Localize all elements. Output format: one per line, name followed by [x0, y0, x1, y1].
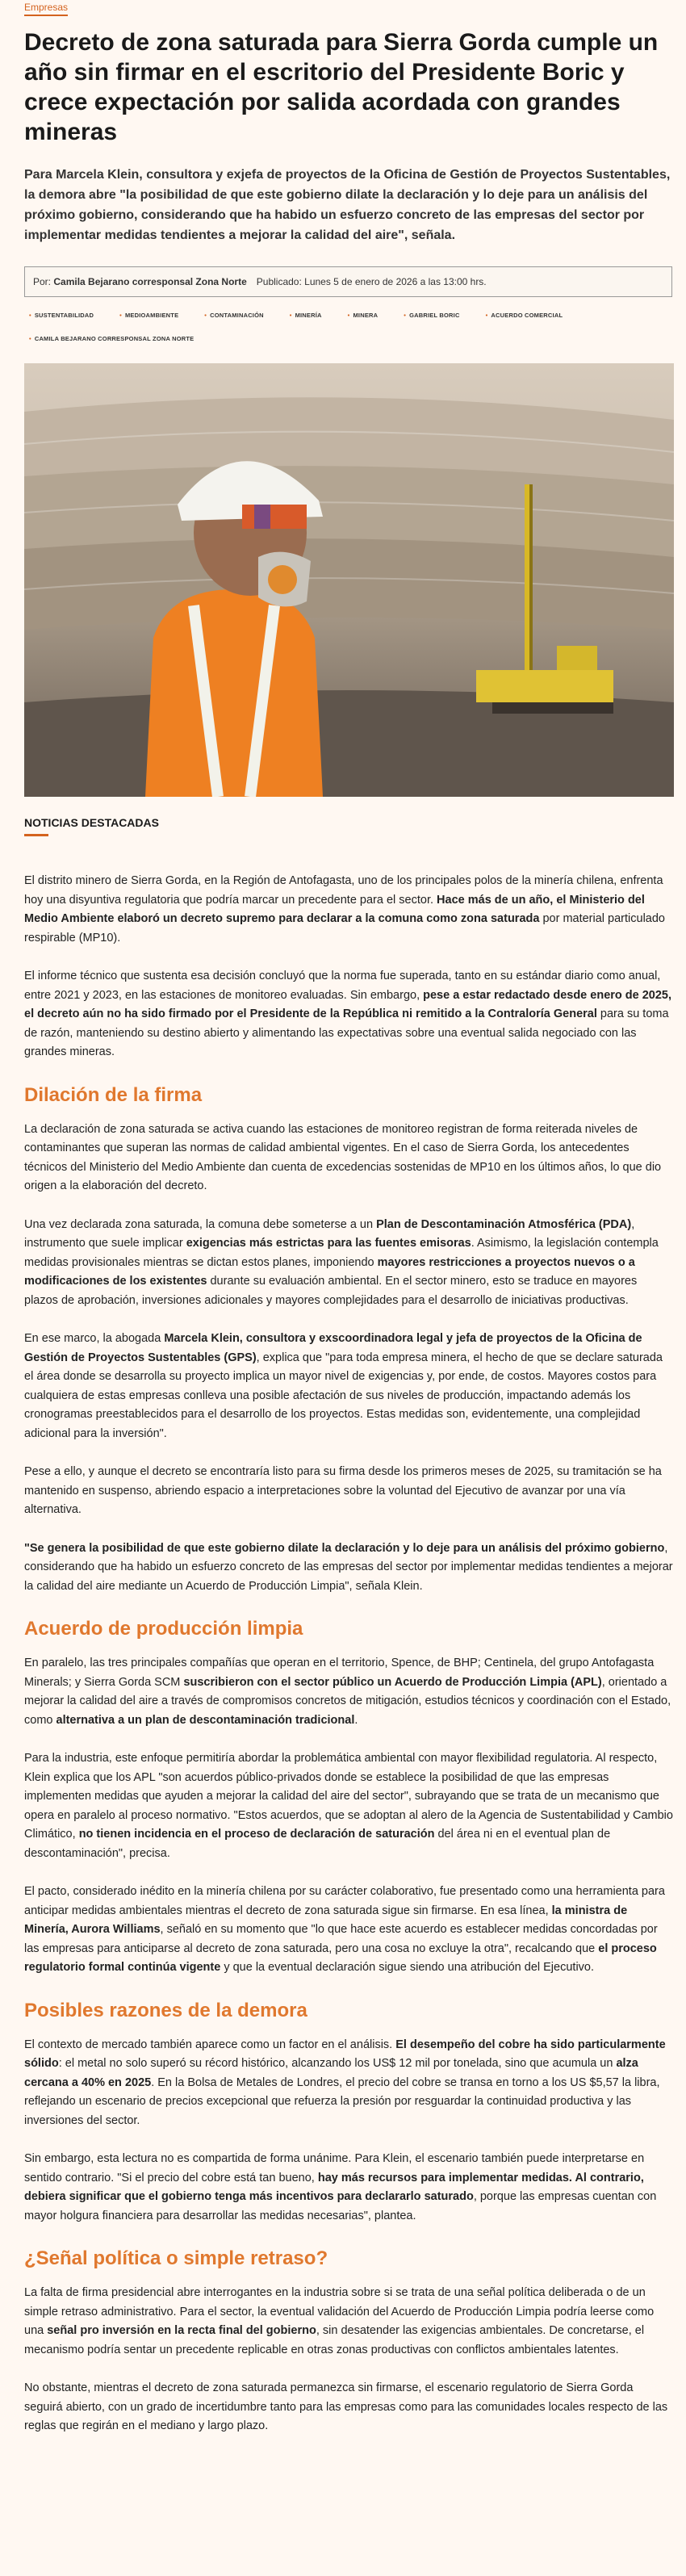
- tag-item[interactable]: • CAMILA BEJARANO CORRESPONSAL ZONA NORTE: [24, 332, 202, 346]
- paragraph-6: Pese a ello, y aunque el decreto se encontraría listo para su firma desde los primeros meses de 2025, su tramitación se ha mantenido en suspenso, abriendo espacio a interpretaciones sobre la voluntad del Ejecutivo de avanzar por una vía alternativa.: [24, 1465, 662, 1516]
- article-lead: Para Marcela Klein, consultora y exjefa de proyectos de la Oficina de Gestión de Proyectos Sustentables, la demora abre "la posibilidad de que este gobierno dilate la declaración y lo deje para un análisis del próximo gobierno, considerando que ha habido un esfuerzo concreto de las empresas del sector por implementar medidas tendientes a mejorar la calidad del aire", señala.: [24, 168, 671, 242]
- byline-box: [24, 266, 672, 297]
- tag-item[interactable]: • SUSTENTABILIDAD: [24, 308, 102, 322]
- subheading-acuerdo: Acuerdo de producción limpia: [24, 1618, 303, 1640]
- tag-item[interactable]: • MEDIOAMBIENTE: [115, 308, 186, 322]
- tag-item[interactable]: • CONTAMINACIÓN: [199, 308, 271, 322]
- mine-worker-photo: [24, 363, 674, 797]
- author-name[interactable]: Camila Bejarano corresponsal Zona Norte: [53, 276, 247, 287]
- paragraph-14: No obstante, mientras el decreto de zona saturada permanezca sin firmarse, el escenario regulatorio de Sierra Gorda seguirá abierto, con un grado de incertidumbre tanto para las empresas como para las comunidades locales respecto de las reglas que regirán en el mediano y largo plazo.: [24, 2381, 668, 2432]
- featured-news-underline: [24, 834, 48, 836]
- paragraph-5: En ese marco, la abogada Marcela Klein, consultora y exscoordinadora legal y jefa de proyectos de la Oficina de Gestión de Proyectos Sustentables (GPS), explica que "para toda empresa minera, el hecho de que se declare saturada el área donde se desarrolla su proyecto implica un mayor nivel de exigencias y, por ende, de costos. Mayores costos para cualquiera de estas empresas conlleva una posible afectación de sus niveles de producción, impactando además los cronogramas preestablecidos para el desarrollo de los proyectos. Estas medidas son, evidentemente, una complejidad adicional para la inversión".: [24, 1332, 663, 1440]
- paragraph-4: Una vez declarada zona saturada, la comuna debe someterse a un Plan de Descontaminación Atmosférica (PDA), instrumento que suele implicar exigencias más estrictas para las fuentes emisoras. Asimismo, la legislación contempla medidas provisionales mientras se dictan estos planes, imponiendo mayores restricciones a proyectos nuevos o a modificaciones de los existentes durante su evaluación ambiental. En el sector minero, esto se traduce en mayores plazos de aprobación, inversiones adicionales y mayores complejidades para el desarrollo de iniciativas productivas.: [24, 1217, 659, 1307]
- tag-list: [24, 308, 674, 355]
- hero-image: [24, 363, 674, 797]
- tag-item[interactable]: • ACUERDO COMERCIAL: [481, 308, 571, 322]
- paragraph-9: Para la industria, este enfoque permitiría abordar la problemática ambiental con mayor flexibilidad regulatoria. Al respecto, Klein explica que los APL "son acuerdos público-privados donde se establece la posibilidad de que las empresas implementen medidas que ayuden a mejorar la calidad del aire del sector", subrayando que se trata de un mecanismo que opera en paralelo al proceso normativo. "Estos acuerdos, que se adoptan al alero de la Agencia de Sustentabilidad y Cambio Climático, no tienen incidencia en el proceso de declaración de saturación del área ni en el eventual plan de descontaminación", precisa.: [24, 1752, 673, 1860]
- subheading-senal: ¿Señal política o simple retraso?: [24, 2247, 328, 2269]
- subheading-dilacion: Dilación de la firma: [24, 1083, 203, 1106]
- paragraph-10: El pacto, considerado inédito en la minería chilena por su carácter colaborativo, fue presentado como una herramienta para anticipar medidas ambientales mientras el decreto de zona saturada sigue sin firmarse. En esa línea, la ministra de Minería, Aurora Williams, señaló en su momento que "lo que hace este acuerdo es establecer medidas concordadas por las empresas para anticiparse al decreto de zona saturada, pero una cosa no excluye la otra", recalcando que el proceso regulatorio formal continúa vigente y que la eventual declaración sigue siendo una atribución del Ejecutivo.: [24, 1885, 665, 1974]
- paragraph-3: La declaración de zona saturada se activa cuando las estaciones de monitoreo registran de forma reiterada niveles de contaminantes que superan las normas de calidad ambiental vigentes. En el caso de Sierra Gorda, los antecedentes técnicos del Ministerio del Medio Ambiente dan cuenta de excedencias sostenidas de MP10 en los últimos años, lo que dio origen a la elaboración del decreto.: [24, 1122, 662, 1192]
- tag-item[interactable]: • MINERA: [343, 308, 387, 322]
- article-title: Decreto de zona saturada para Sierra Gorda cumple un año sin firmar en el escritorio del Presidente Boric y crece expectación por salida acordada con grandes mineras: [24, 29, 659, 145]
- paragraph-11: El contexto de mercado también aparece como un factor en el análisis. El desempeño del cobre ha sido particularmente sólido: el metal no solo superó su récord histórico, alcanzando los US$ 12 mil por tonelada, sino que acumula un alza cercana a 40% en 2025. En la Bolsa de Metales de Londres, el precio del cobre se transa en torno a los US $5,57 la libra, reflejando un escenario de precios excepcional que refuerza la presión por resguardar la continuidad productiva y las inversiones del sector.: [24, 2038, 666, 2127]
- featured-news-heading: NOTICIAS DESTACADAS: [24, 816, 159, 829]
- publish-date: Publicado: Lunes 5 de enero de 2026 a las 13:00 hrs.: [256, 276, 487, 287]
- paragraph-1: El distrito minero de Sierra Gorda, en la Región de Antofagasta, uno de los principales polos de la minería chilena, enfrenta hoy una disyuntiva regulatoria que podría marcar un precedente para el sector. Hace más de un año, el Ministerio del Medio Ambiente elaboró un decreto supremo para declarar a la comuna como zona saturada por material particulado respirable (MP10).: [24, 874, 665, 945]
- tag-item[interactable]: • MINERÍA: [285, 308, 330, 322]
- article: [24, 0, 686, 2436]
- byline-prefix: Por:: [33, 276, 52, 287]
- subheading-razones: Posibles razones de la demora: [24, 1999, 307, 2021]
- section-link[interactable]: Empresas: [24, 2, 68, 16]
- paragraph-7: "Se genera la posibilidad de que este gobierno dilate la declaración y lo deje para un análisis del próximo gobierno, considerando que ha habido un esfuerzo concreto de las empresas del sector por implementar medidas tendientes a mejorar la calidad del aire mediante un Acuerdo de Producción Limpia", señala Klein.: [24, 1541, 673, 1593]
- paragraph-13: La falta de firma presidencial abre interrogantes en la industria sobre si se trata de una señal política deliberada o de un simple retraso administrativo. Para el sector, la eventual validación del Acuerdo de Producción Limpia podría leerse como una señal pro inversión en la recta final del gobierno, sin desatender las exigencias ambientales. De concretarse, el mecanismo podría sentar un precedente replicable en otras zonas productivas con conflictos ambientales latentes.: [24, 2286, 655, 2356]
- tag-item[interactable]: • GABRIEL BORIC: [399, 308, 467, 322]
- paragraph-12: Sin embargo, esta lectura no es compartida de forma unánime. Para Klein, el escenario también puede interpretarse en sentido contrario. "Si el precio del cobre está tan bueno, hay más recursos para implementar medidas. Al contrario, debiera significar que el gobierno tenga más incentivos para declararlo saturado, porque las empresas cuentan con mayor holgura financiera para desarrollar las medidas necesarias", plantea.: [24, 2152, 657, 2222]
- paragraph-8: En paralelo, las tres principales compañías que operan en el territorio, Spence, de BHP; Centinela, del grupo Antofagasta Minerals; y Sierra Gorda SCM suscribieron con el sector público un Acuerdo de Producción Limpia (APL), orientado a mejorar la calidad del aire a través de compromisos concretos de mitigación, estudios técnicos y coordinación con el Estado, como alternativa a un plan de descontaminación tradicional.: [24, 1657, 671, 1727]
- byline-author: [33, 276, 247, 287]
- paragraph-2: El informe técnico que sustenta esa decisión concluyó que la norma fue superada, tanto en su estándar diario como anual, entre 2021 y 2023, en las estaciones de monitoreo evaluadas. Sin embargo, pese a estar redactado desde enero de 2025, el decreto aún no ha sido firmado por el Presidente de la República ni remitido a la Contraloría General para su toma de razón, manteniendo su destino abierto y alimentando las expectativas sobre una eventual salida negociado con las grandes mineras.: [24, 970, 672, 1058]
